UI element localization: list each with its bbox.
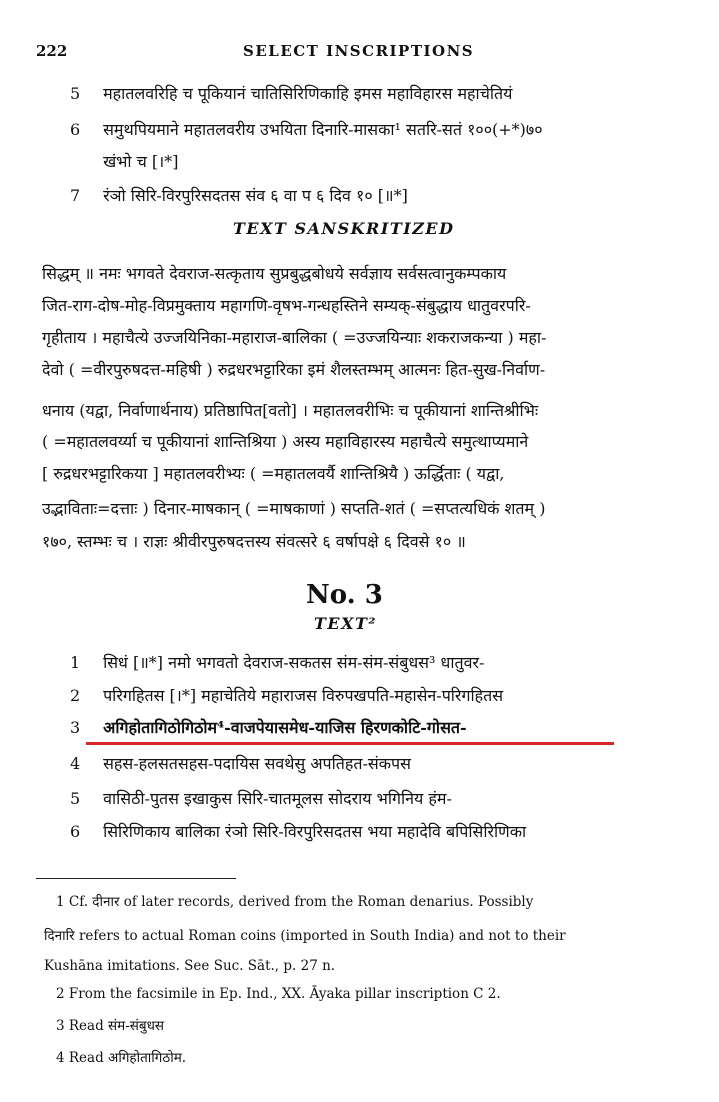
sanskritized-line: धनाय (यद्वा, निर्वाणार्थनाय) प्रतिष्ठापित[वतो] । महातलवरीभिः च पूकीयानां शान्तिश्रीभिः <box>42 401 539 420</box>
line-text: वासिठी-पुतस इखाकुस सिरि-चातमूलस सोदराय भगिनिय हंम- <box>103 789 452 808</box>
line-number: 6 <box>70 120 81 139</box>
footnote: 1 Cf. दीनार of later records, derived from the Roman denarius. Possibly <box>56 894 534 910</box>
running-title: SELECT INSCRIPTIONS <box>243 42 475 60</box>
top-line <box>70 82 512 104</box>
inscription-line <box>70 716 467 738</box>
footnote: 4 Read अगिहोतागिठोम. <box>56 1050 187 1066</box>
sanskritized-line: १७०, स्तम्भः च । राज्ञः श्रीवीरपुरुषदत्तस्य संवत्सरे ६ वर्षापक्षे ६ दिवसे १० ॥ <box>42 532 466 551</box>
inscription-line <box>70 820 526 842</box>
top-line <box>70 184 408 206</box>
sanskritized-heading: TEXT SANSKRITIZED <box>233 219 455 238</box>
line-text: अगिहोतागिठोगिठोम⁴-वाजपेयासमेध-याजिस हिरणकोटि-गोसत- <box>103 718 467 737</box>
sanskritized-line: [ रुद्रधरभट्टारिकया ] महातलवरीभ्यः ( =महातलवर्यै शान्तिश्रियै ) ऊर्द्धिताः ( यद्वा, <box>42 464 505 483</box>
text-heading: TEXT² <box>314 614 377 633</box>
inscription-line <box>70 787 452 809</box>
line-text: महातलवरिहि च पूकियानं चातिसिरिणिकाहि इमस महाविहारस महाचेतियं <box>103 84 513 103</box>
section-title: No. 3 <box>306 580 383 610</box>
line-number: 5 <box>70 789 81 808</box>
sanskritized-line: ( =महातलवर्य्या च पूकीयानां शान्तिश्रिया ) अस्य महाविहारस्य महाचैत्ये समुत्थाप्यमाने <box>42 432 529 451</box>
line-text: खंभो च [।*] <box>103 152 179 171</box>
line-text: सिरिणिकाय बालिका रंञो सिरि-विरपुरिसदतस भया महादेवि बपिसिरिणिका <box>103 822 527 841</box>
line-text: रंञो सिरि-विरपुरिसदतस संव ६ वा प ६ दिव १० [॥*] <box>103 186 408 205</box>
line-text: समुथपियमाने महातलवरीय उभयिता दिनारि-मासका¹ सतरि-सतं १००(+*)७० <box>103 120 543 139</box>
footnote: 2 From the facsimile in Ep. Ind., XX. Āyaka pillar inscription C 2. <box>56 986 501 1002</box>
page-number: 222 <box>36 42 68 60</box>
top-line <box>70 150 178 172</box>
line-number: 1 <box>70 653 81 672</box>
inscription-line <box>70 752 411 774</box>
footnote: 3 Read संम-संबुधस <box>56 1018 165 1034</box>
line-number: 3 <box>70 718 81 737</box>
footnote: दिनारि refers to actual Roman coins (imported in South India) and not to their <box>44 928 566 944</box>
line-text: सहस-हलसतसहस-पदायिस सवथेसु अपतिहत-संकपस <box>103 754 411 773</box>
sanskritized-line: गृहीताय । महाचैत्ये उज्जयिनिका-महाराज-बालिका ( =उज्जयिन्याः शकराजकन्या ) महा- <box>42 328 547 347</box>
sanskritized-line: सिद्धम् ॥ नमः भगवते देवराज-सत्कृताय सुप्रबुद्धबोधये सर्वज्ञाय सर्वसत्वानुकम्पकाय <box>42 264 507 283</box>
line-number: 5 <box>70 84 81 103</box>
footnote-divider <box>36 878 236 879</box>
line-text: परिगहितस [।*] महाचेतिये महाराजस विरुपखपति-महासेन-परिगहितस <box>103 686 504 705</box>
sanskritized-line: जित-राग-दोष-मोह-विप्रमुक्ताय महागणि-वृषभ-गन्धहस्तिने सम्यक्-संबुद्धाय धातुवरपरि- <box>42 296 531 315</box>
line-number: 4 <box>70 754 81 773</box>
footnote: Kushāna imitations. See Suc. Sāt., p. 27 n. <box>44 958 336 974</box>
inscription-line <box>70 651 484 673</box>
line-number: 6 <box>70 822 81 841</box>
line-number: 7 <box>70 186 81 205</box>
sanskritized-line: उद्भाविताः=दत्ताः ) दिनार-माषकान् ( =माषकाणां ) सप्तति-शतं ( =सप्तत्यधिकं शतम् ) <box>42 499 546 518</box>
highlight-underline <box>86 742 614 745</box>
inscription-line <box>70 684 503 706</box>
sanskritized-line: देवो ( =वीरपुरुषदत्त-महिषी ) रुद्रधरभट्टारिका इमं शैलस्तम्भम् आत्मनः हित-सुख-निर्वाण- <box>42 360 546 379</box>
line-number: 2 <box>70 686 81 705</box>
top-line <box>70 118 543 140</box>
line-text: सिधं [॥*] नमो भगवतो देवराज-सकतस संम-संम-संबुधस³ धातुवर- <box>103 653 485 672</box>
